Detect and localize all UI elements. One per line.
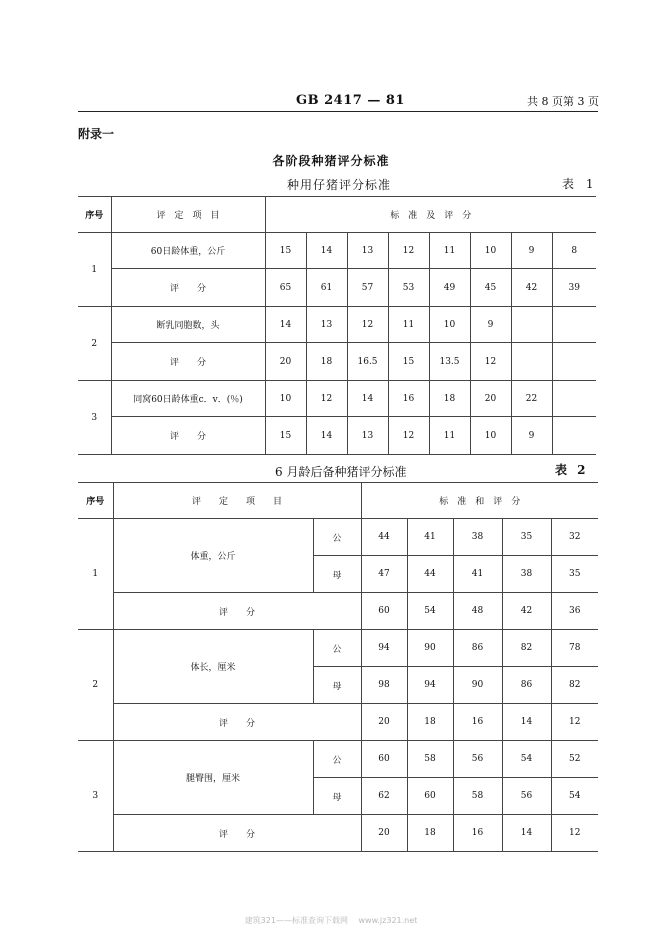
- sex-label-male: 公: [313, 630, 361, 667]
- table-cell: 61: [306, 269, 347, 307]
- table-cell: [511, 343, 552, 381]
- row-item: 体长，厘米: [113, 630, 313, 704]
- table-row: [78, 815, 598, 852]
- table-cell: 94: [361, 630, 407, 667]
- table-row: [78, 519, 598, 556]
- table-cell: 47: [361, 556, 407, 593]
- row-number: 1: [78, 233, 111, 307]
- table-cell: 13.5: [429, 343, 470, 381]
- table-cell: 8: [552, 233, 596, 269]
- table-cell: 15: [265, 417, 306, 455]
- row-item: 同窝60日龄体重c．v．(％): [111, 381, 265, 417]
- table-cell: 12: [347, 307, 388, 343]
- gilt-scoring-table: [78, 482, 598, 852]
- table-row: [78, 741, 598, 778]
- table-cell: 16.5: [347, 343, 388, 381]
- score-label: 评 分: [113, 704, 361, 741]
- table-cell: 38: [453, 519, 502, 556]
- table-cell: 44: [407, 556, 453, 593]
- table-cell: [552, 343, 596, 381]
- table-cell: 12: [470, 343, 511, 381]
- table-cell: 60: [361, 593, 407, 630]
- row-number: 3: [78, 741, 113, 852]
- table-cell: 16: [453, 704, 502, 741]
- table-cell: 94: [407, 667, 453, 704]
- col-header-standard: 标 准 和 评 分: [361, 483, 598, 519]
- table-cell: 22: [511, 381, 552, 417]
- standard-code: GB 2417 — 81: [296, 93, 405, 108]
- table-cell: 54: [502, 741, 551, 778]
- table-cell: 9: [470, 307, 511, 343]
- sex-label-male: 公: [313, 741, 361, 778]
- table-cell: [552, 417, 596, 455]
- table-cell: 86: [453, 630, 502, 667]
- row-item: 断乳同胞数，头: [111, 307, 265, 343]
- table-cell: 39: [552, 269, 596, 307]
- table-cell: 65: [265, 269, 306, 307]
- table-cell: 18: [407, 815, 453, 852]
- table-cell: 48: [453, 593, 502, 630]
- table-cell: 41: [453, 556, 502, 593]
- page-info: 共 8 页第 3 页: [527, 95, 599, 108]
- score-label: 评 分: [113, 593, 361, 630]
- row-item: 体重，公斤: [113, 519, 313, 593]
- table-cell: 16: [388, 381, 429, 417]
- table-header-row: [78, 197, 596, 233]
- row-number: 1: [78, 519, 113, 630]
- table-cell: 82: [502, 630, 551, 667]
- table-header-row: [78, 483, 598, 519]
- table-cell: 16: [453, 815, 502, 852]
- row-number: 3: [78, 381, 111, 455]
- table-cell: 15: [265, 233, 306, 269]
- table-cell: 60: [361, 741, 407, 778]
- table-cell: 44: [361, 519, 407, 556]
- page-title: 各阶段种猪评分标准: [272, 154, 390, 168]
- table-row: [78, 593, 598, 630]
- table-cell: 14: [502, 704, 551, 741]
- score-label: 评 分: [113, 815, 361, 852]
- table-cell: 20: [361, 815, 407, 852]
- col-header-no: 序号: [78, 483, 113, 519]
- table-cell: 98: [361, 667, 407, 704]
- table2-label: 表 2: [555, 463, 589, 477]
- table-cell: 52: [551, 741, 598, 778]
- table-cell: 35: [551, 556, 598, 593]
- score-label: 评 分: [111, 269, 265, 307]
- table-row: [78, 417, 596, 455]
- table2-title: 6 月龄后备种猪评分标准: [275, 465, 407, 479]
- table-cell: 10: [470, 417, 511, 455]
- sex-label-female: 母: [313, 556, 361, 593]
- table-cell: [552, 307, 596, 343]
- table1-title: 种用仔猪评分标准: [287, 178, 392, 192]
- table-cell: 62: [361, 778, 407, 815]
- table-cell: 57: [347, 269, 388, 307]
- table-cell: 12: [388, 417, 429, 455]
- table-cell: 10: [429, 307, 470, 343]
- table-cell: 10: [470, 233, 511, 269]
- table-cell: 20: [361, 704, 407, 741]
- watermark-footer: 建筑321——标准查询下载网 www.jz321.net: [244, 916, 418, 925]
- table-cell: 38: [502, 556, 551, 593]
- table-cell: 9: [511, 233, 552, 269]
- table-row: [78, 269, 596, 307]
- table-row: [78, 343, 596, 381]
- col-header-item: 评 定 项 目: [111, 197, 265, 233]
- table-cell: 14: [347, 381, 388, 417]
- table-cell: 42: [511, 269, 552, 307]
- table-cell: 14: [306, 233, 347, 269]
- table-cell: 9: [511, 417, 552, 455]
- table-cell: 12: [551, 704, 598, 741]
- table-cell: 18: [429, 381, 470, 417]
- table-cell: 54: [407, 593, 453, 630]
- table-cell: 49: [429, 269, 470, 307]
- table-cell: 58: [407, 741, 453, 778]
- score-label: 评 分: [111, 417, 265, 455]
- table-cell: 11: [429, 233, 470, 269]
- table-cell: 45: [470, 269, 511, 307]
- row-number: 2: [78, 630, 113, 741]
- table-cell: 14: [502, 815, 551, 852]
- table-cell: 42: [502, 593, 551, 630]
- col-header-no: 序号: [78, 197, 111, 233]
- table-cell: 82: [551, 667, 598, 704]
- table-row: [78, 630, 598, 667]
- table-cell: 14: [306, 417, 347, 455]
- table-cell: 78: [551, 630, 598, 667]
- table-cell: 13: [347, 417, 388, 455]
- table-cell: 36: [551, 593, 598, 630]
- table-cell: 10: [265, 381, 306, 417]
- table-row: [78, 381, 596, 417]
- sex-label-female: 母: [313, 667, 361, 704]
- table-cell: 18: [306, 343, 347, 381]
- table-cell: 13: [306, 307, 347, 343]
- table-cell: 32: [551, 519, 598, 556]
- table-cell: 14: [265, 307, 306, 343]
- table-cell: 20: [470, 381, 511, 417]
- table-row: [78, 233, 596, 269]
- row-number: 2: [78, 307, 111, 381]
- table-cell: 11: [429, 417, 470, 455]
- table-cell: 56: [502, 778, 551, 815]
- table-cell: 60: [407, 778, 453, 815]
- table-cell: 53: [388, 269, 429, 307]
- header-rule: [78, 111, 598, 112]
- sex-label-male: 公: [313, 519, 361, 556]
- piglet-scoring-table: [78, 196, 596, 455]
- col-header-item: 评 定 项 目: [113, 483, 361, 519]
- table-cell: 15: [388, 343, 429, 381]
- table-cell: 56: [453, 741, 502, 778]
- table-cell: 12: [388, 233, 429, 269]
- table-cell: [552, 381, 596, 417]
- score-label: 评 分: [111, 343, 265, 381]
- table-row: [78, 307, 596, 343]
- table-cell: 12: [551, 815, 598, 852]
- table-row: [78, 704, 598, 741]
- table-cell: 58: [453, 778, 502, 815]
- row-item: 腿臀围，厘米: [113, 741, 313, 815]
- appendix-label: 附录一: [78, 127, 115, 141]
- table-cell: 18: [407, 704, 453, 741]
- table-cell: 90: [407, 630, 453, 667]
- col-header-standard: 标 准 及 评 分: [265, 197, 596, 233]
- table-cell: 11: [388, 307, 429, 343]
- table-cell: 86: [502, 667, 551, 704]
- sex-label-female: 母: [313, 778, 361, 815]
- table-cell: 35: [502, 519, 551, 556]
- row-item: 60日龄体重，公斤: [111, 233, 265, 269]
- table-cell: 54: [551, 778, 598, 815]
- table-cell: 20: [265, 343, 306, 381]
- table-cell: 41: [407, 519, 453, 556]
- table1-label: 表 1: [562, 177, 598, 191]
- table-cell: 90: [453, 667, 502, 704]
- table-cell: [511, 307, 552, 343]
- table-cell: 12: [306, 381, 347, 417]
- table-cell: 13: [347, 233, 388, 269]
